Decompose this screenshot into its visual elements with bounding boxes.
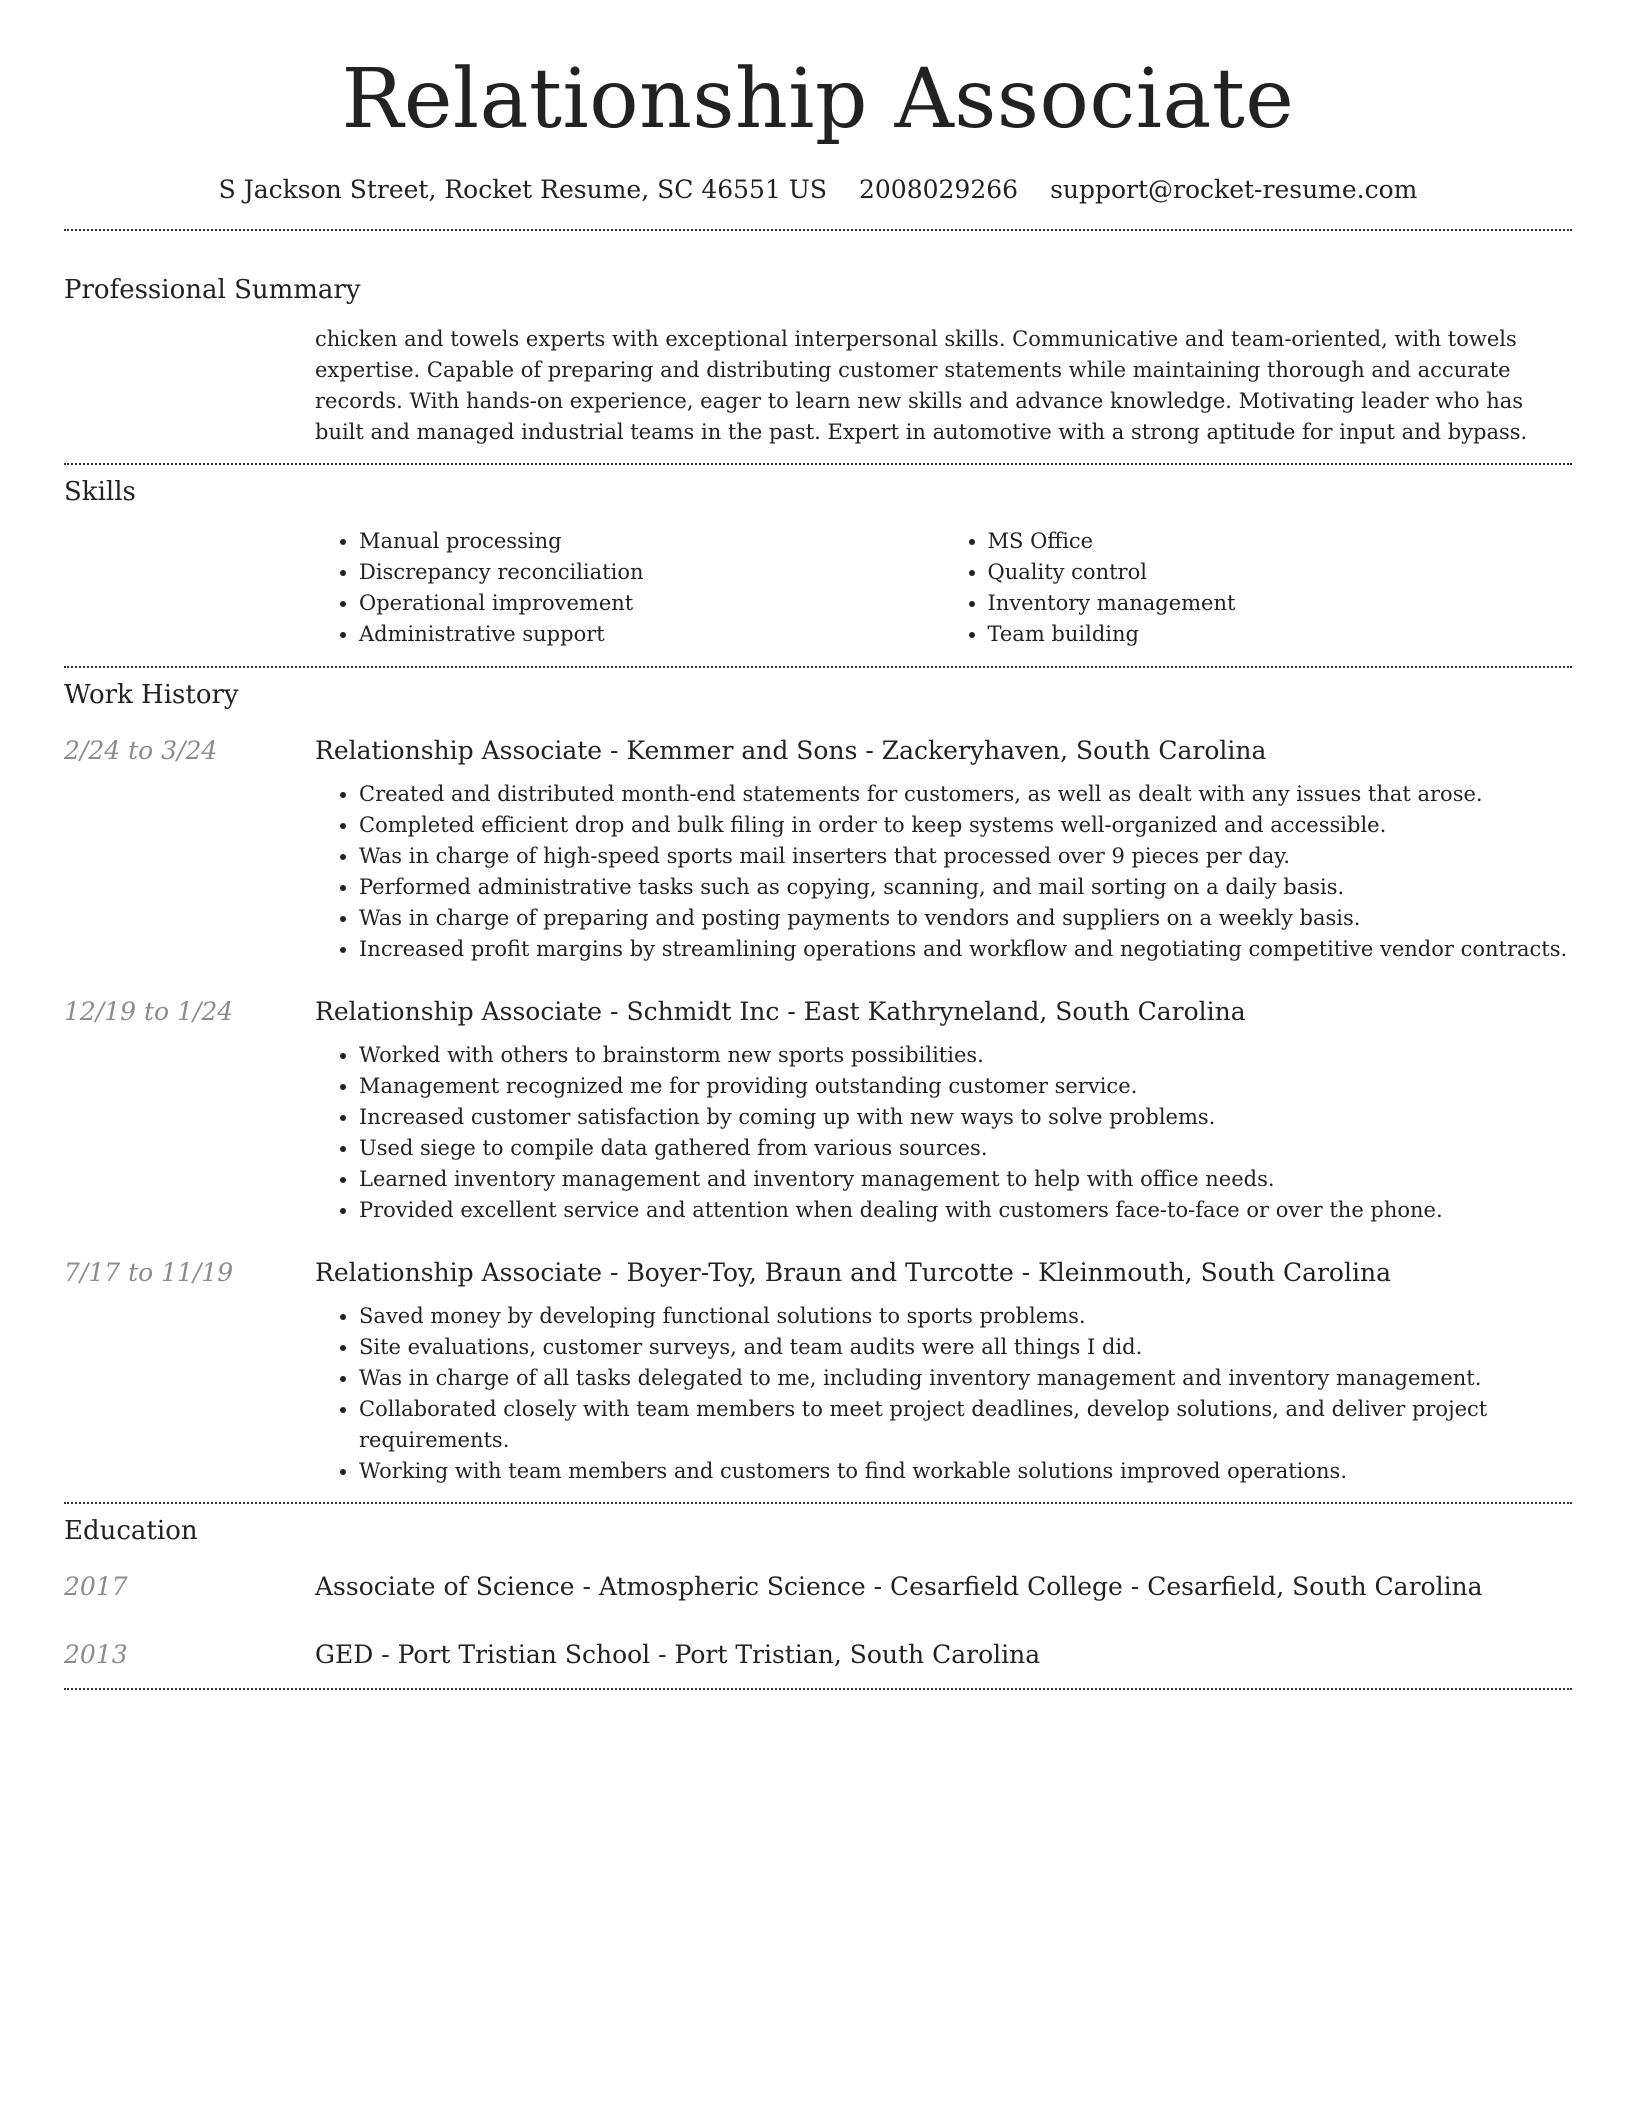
job-bullet: • Created and distributed month-end statements for customers, as well as dealt with any issues that arose.	[359, 779, 1572, 810]
job-title: Relationship Associate - Schmidt Inc - East Kathryneland, South Carolina	[315, 997, 1246, 1026]
job-bullet: • Was in charge of all tasks delegated to me, including inventory management and inventory management.	[359, 1363, 1572, 1394]
job-bullet: • Saved money by developing functional solutions to sports problems.	[359, 1301, 1572, 1332]
education-title: GED - Port Tristian School - Port Tristian, South Carolina	[315, 1640, 1041, 1669]
job-bullet: • Worked with others to brainstorm new sports possibilities.	[359, 1040, 1572, 1071]
skill-item: • Administrative support	[359, 619, 944, 650]
job-dates: 2/24 to 3/24	[64, 736, 218, 765]
job-bullet: • Provided excellent service and attention when dealing with customers face-to-face or over the phone.	[359, 1195, 1572, 1226]
contact-phone: 2008029266	[859, 175, 1019, 204]
summary-text: chicken and towels experts with exceptional interpersonal skills. Communicative and team-oriented, with towels expertise. Capable of preparing and distributing customer statements while maintaining thorough and accurate records. With hands-on experience, eager to learn new skills and advance knowledge. Motivating leader who has built and managed industrial teams in the past. Expert in automotive with a strong aptitude for input and bypass.	[315, 327, 1528, 444]
job-bullet: • Increased customer satisfaction by coming up with new ways to solve problems.	[359, 1102, 1572, 1133]
education-year: 2013	[64, 1640, 128, 1669]
skills-column-right	[944, 526, 1573, 650]
job-bullet: • Increased profit margins by streamlining operations and workflow and negotiating competitive vendor contracts.	[359, 934, 1572, 965]
skills-row	[64, 526, 1572, 650]
job-title: Relationship Associate - Kemmer and Sons - Zackeryhaven, South Carolina	[315, 736, 1267, 765]
skill-item: • MS Office	[988, 526, 1573, 557]
section-title-skills: Skills	[64, 477, 136, 507]
job-bullet: • Management recognized me for providing outstanding customer service.	[359, 1071, 1572, 1102]
contact-line	[64, 170, 1572, 210]
job-title: Relationship Associate - Boyer-Toy, Braun and Turcotte - Kleinmouth, South Carolina	[315, 1258, 1391, 1287]
section-title-work: Work History	[64, 680, 239, 710]
skills-column-left	[315, 526, 944, 650]
divider	[64, 229, 1572, 231]
skill-item: • Team building	[988, 619, 1573, 650]
job-bullet: • Performed administrative tasks such as copying, scanning, and mail sorting on a daily basis.	[359, 872, 1572, 903]
job-entry	[64, 994, 1572, 1226]
job-bullet: • Learned inventory management and inventory management to help with office needs.	[359, 1164, 1572, 1195]
job-dates: 7/17 to 11/19	[64, 1258, 234, 1287]
education-entry	[64, 1637, 1572, 1673]
skill-item: • Discrepancy reconciliation	[359, 557, 944, 588]
skill-item: • Inventory management	[988, 588, 1573, 619]
job-bullet: • Was in charge of preparing and posting payments to vendors and suppliers on a weekly basis.	[359, 903, 1572, 934]
divider	[64, 666, 1572, 668]
job-entry	[64, 1255, 1572, 1487]
divider	[64, 1502, 1572, 1504]
job-bullets	[315, 1301, 1572, 1487]
summary-row	[64, 324, 1572, 448]
job-bullet: • Site evaluations, customer surveys, and team audits were all things I did.	[359, 1332, 1572, 1363]
job-bullets	[315, 1040, 1572, 1226]
job-bullet: • Used siege to compile data gathered from various sources.	[359, 1133, 1572, 1164]
section-title-education: Education	[64, 1516, 198, 1546]
education-year: 2017	[64, 1572, 128, 1601]
section-title-summary: Professional Summary	[64, 275, 361, 305]
education-title: Associate of Science - Atmospheric Science - Cesarfield College - Cesarfield, South Carolina	[315, 1572, 1483, 1601]
job-dates: 12/19 to 1/24	[64, 997, 234, 1026]
skill-item: • Operational improvement	[359, 588, 944, 619]
divider	[64, 463, 1572, 465]
job-entry	[64, 733, 1572, 965]
job-bullet: • Was in charge of high-speed sports mail inserters that processed over 9 pieces per day.	[359, 841, 1572, 872]
contact-email: support@rocket-resume.com	[1050, 175, 1418, 204]
job-bullet: • Completed efficient drop and bulk filing in order to keep systems well-organized and accessible.	[359, 810, 1572, 841]
resume-name: Relationship Associate	[341, 52, 1295, 147]
contact-address: S Jackson Street, Rocket Resume, SC 46551 US	[218, 175, 827, 204]
job-bullets	[315, 779, 1572, 965]
job-bullet: • Working with team members and customers to find workable solutions improved operations.	[359, 1456, 1572, 1487]
skill-item: • Quality control	[988, 557, 1573, 588]
divider	[64, 1688, 1572, 1690]
education-entry	[64, 1569, 1572, 1605]
skills-list	[315, 526, 1572, 650]
job-bullet: • Collaborated closely with team members to meet project deadlines, develop solutions, and deliver project requirements.	[359, 1394, 1572, 1456]
skill-item: • Manual processing	[359, 526, 944, 557]
resume-page	[64, 0, 1572, 1690]
